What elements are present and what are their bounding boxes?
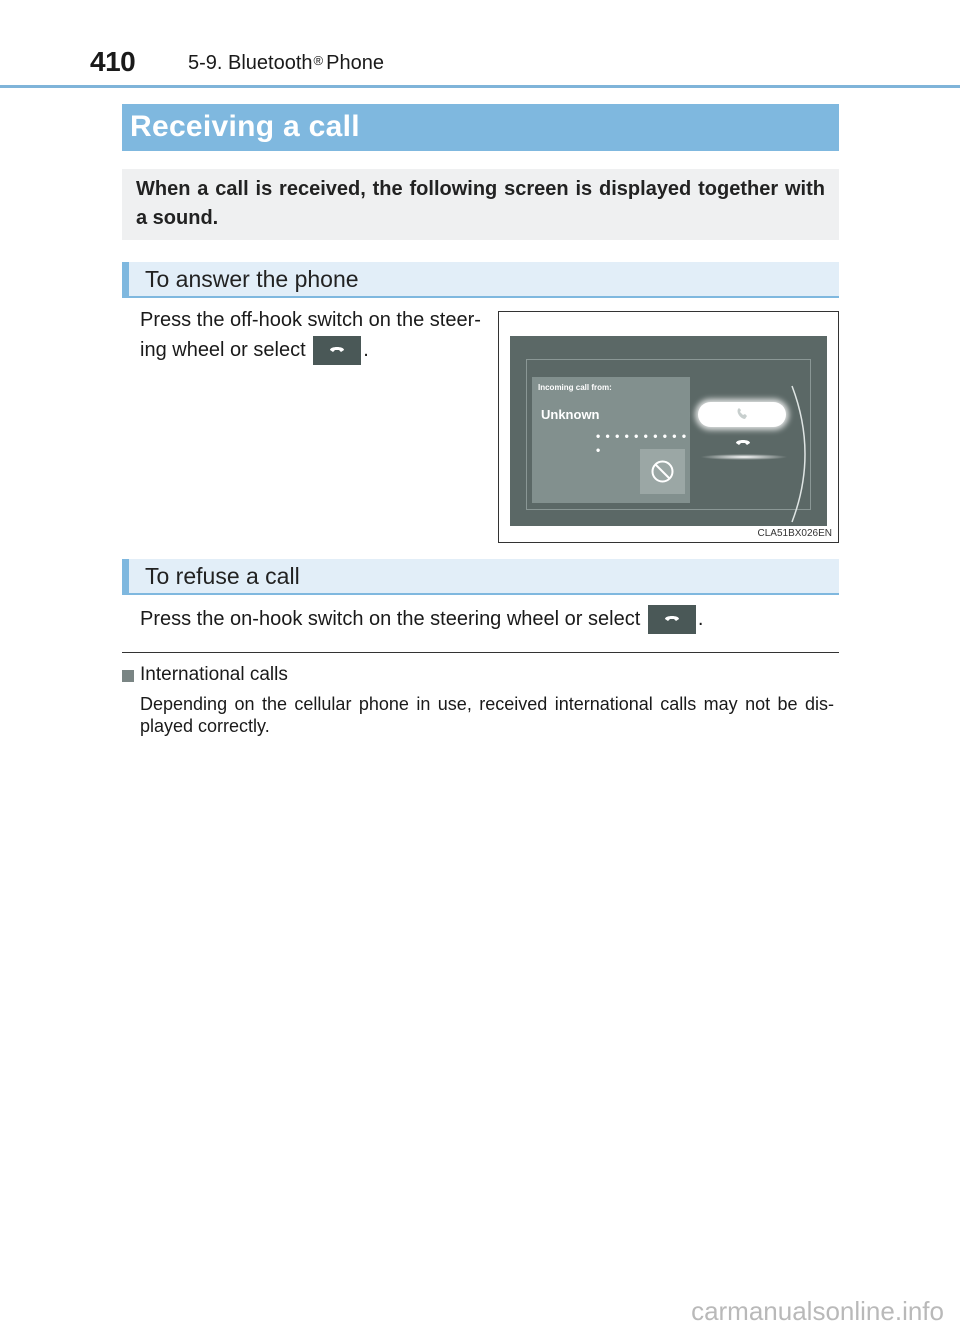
decline-button — [640, 449, 685, 494]
section-suffix: Phone — [326, 52, 384, 74]
note-divider — [122, 652, 839, 653]
refuse-text: Press the on-hook switch on the steering wheel or select . — [140, 604, 840, 634]
answer-button — [698, 402, 786, 427]
note-body: Depending on the cellular phone in use, received international calls may not be dis- played correctly. — [140, 694, 834, 736]
page-number: 410 — [90, 46, 136, 77]
intro-box: When a call is received, the following screen is displayed together with a sound. — [122, 169, 839, 240]
incoming-call-label: Incoming call from: — [538, 383, 612, 392]
watermark: carmanualsonline.info — [691, 1296, 944, 1326]
answer-text-line1: Press the off-hook switch on the steer- — [140, 309, 481, 331]
prohibited-icon — [640, 449, 685, 494]
refuse-heading-bar — [122, 559, 839, 595]
page-title: Receiving a call — [130, 110, 360, 143]
header-rule — [0, 85, 960, 88]
phone-icon — [736, 408, 750, 420]
refuse-heading: To refuse a call — [145, 563, 300, 589]
answer-text — [140, 305, 485, 365]
scroll-arc — [788, 384, 828, 524]
refuse-button-icon — [648, 605, 696, 634]
answer-heading-bar — [122, 262, 839, 298]
answer-text-line2: ing wheel or select . — [140, 335, 485, 365]
section-prefix: 5-9. Bluetooth — [188, 52, 313, 74]
caller-name: Unknown — [541, 407, 600, 422]
incoming-call-figure — [498, 311, 839, 543]
hang-up-icon — [735, 438, 751, 448]
glow-line — [700, 454, 788, 460]
title-bar — [122, 104, 839, 151]
caller-panel — [532, 377, 690, 503]
answer-heading: To answer the phone — [145, 266, 359, 292]
caller-number-dots: • • • • • • • • • • • — [596, 429, 688, 457]
display-screen — [510, 336, 827, 526]
figure-code: CLA51BX026EN — [757, 528, 832, 539]
section-heading — [188, 52, 384, 75]
answer-button-icon — [313, 336, 361, 365]
note-bullet-icon — [122, 670, 134, 682]
note-heading: International calls — [140, 664, 288, 685]
registered-mark: ® — [313, 53, 324, 68]
